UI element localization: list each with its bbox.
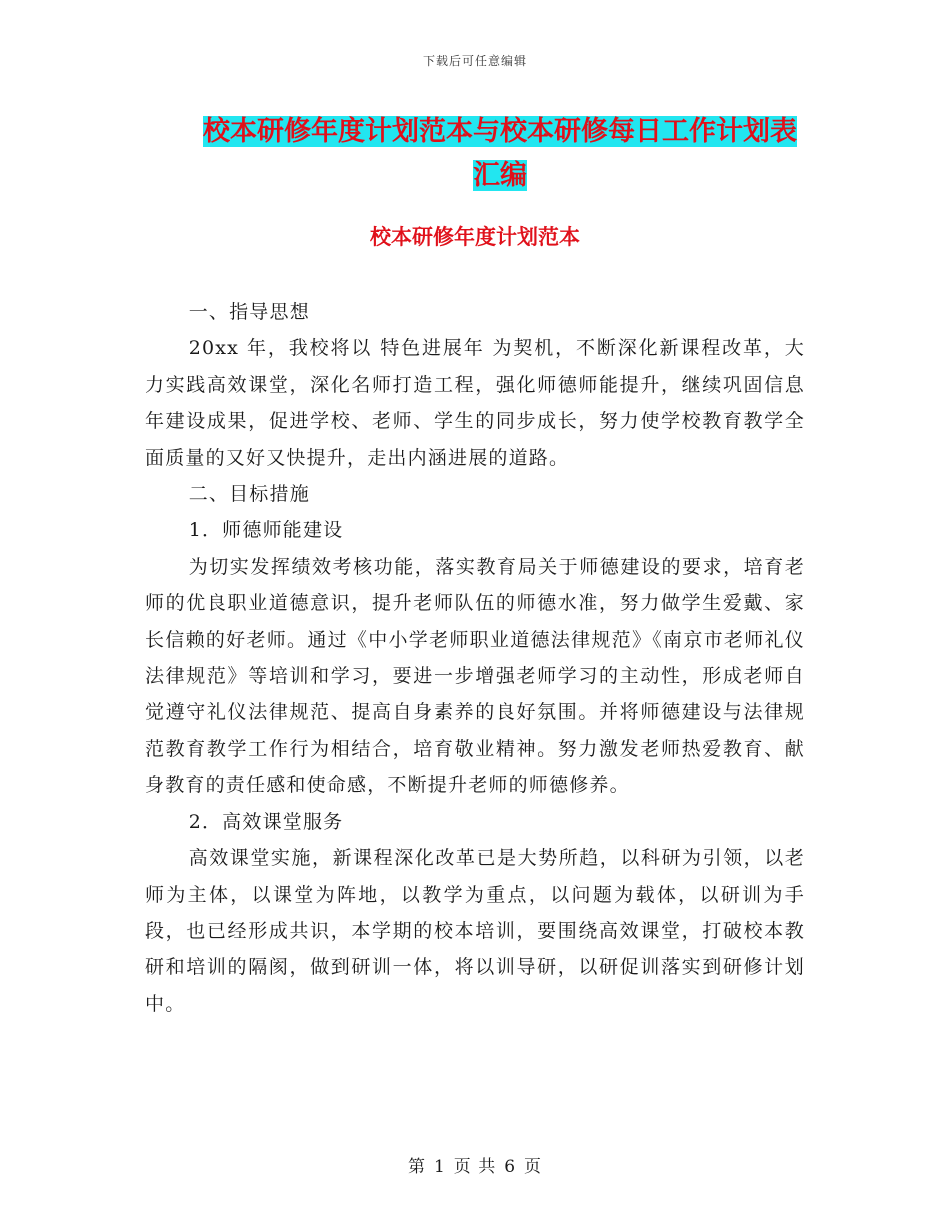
page-number: 1: [433, 1157, 446, 1177]
paragraph-guiding-ideology: 20xx 年，我校将以 特色进展年 为契机，不断深化新课程改革，大力实践高效课堂，深化名师打造工程，强化师德师能提升，继续巩固信息年建设成果，促进学校、老师、学生的同步成长，努力使学校教育教学全面质量的又好又快提升，走出内涵进展的道路。: [145, 337, 805, 469]
paragraph-teacher-ethics: 为切实发挥绩效考核功能，落实教育局关于师德建设的要求，培育老师的优良职业道德意识，提升老师队伍的师德水准，努力做学生爱戴、家长信赖的好老师。通过《中小学老师职业道德法律规范》《南京市老师礼仪法律规范》等培训和学习，要进一步增强老师学习的主动性，形成老师自觉遵守礼仪法律规范、提高自身素养的良好氛围。并将师德建设与法律规范教育教学工作行为相结合，培育敬业精神。努力激发老师热爱教育、献身教育的责任感和使命感，不断提升老师的师德修养。: [145, 555, 805, 797]
page-total: 6: [504, 1157, 517, 1177]
header-note: 下载后可任意编辑: [422, 54, 527, 68]
paragraph-efficient-classroom: 高效课堂实施，新课程深化改革已是大势所趋，以科研为引领，以老师为主体，以课堂为阵地，以教学为重点，以问题为载体，以研训为手段，也已经形成共识，本学期的校本培训，要围绕高效课堂，打破校本教研和培训的隔阂，做到研训一体，将以训导研，以研促训落实到研修计划中。: [145, 847, 805, 1015]
document-body: [145, 294, 805, 1022]
heading-guiding-ideology: 一、指导思想: [188, 301, 310, 323]
page-footer: [0, 1152, 950, 1177]
footer-prefix: 第: [407, 1157, 426, 1177]
heading-goals-measures: 二、目标措施: [188, 483, 310, 506]
subheading-efficient-classroom: 2．高效课堂服务: [188, 810, 344, 833]
subheading-teacher-ethics: 1．师德师能建设: [188, 519, 344, 542]
section-title: 校本研修年度计划范本: [370, 225, 580, 249]
document-title-text: 校本研修年度计划范本与校本研修每日工作计划表汇编: [203, 116, 797, 191]
document-title: [195, 110, 805, 198]
footer-suffix: 页: [524, 1157, 543, 1177]
footer-mid: 页 共: [453, 1157, 497, 1177]
